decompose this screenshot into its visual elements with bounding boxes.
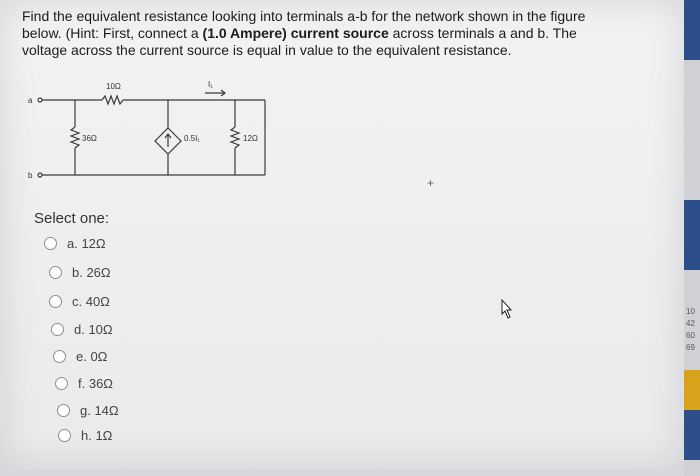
option-d[interactable]	[51, 318, 113, 340]
radio-icon[interactable]	[53, 350, 66, 363]
side-number: 69	[686, 343, 695, 352]
option-d-label: d. 10Ω	[74, 321, 113, 337]
side-strip-blue	[684, 0, 700, 60]
question-line-1: Find the equivalent resistance looking into terminals a-b for the network shown in the figure	[22, 8, 586, 24]
radio-icon[interactable]	[57, 404, 70, 417]
circuit-diagram	[0, 75, 300, 185]
option-e[interactable]	[53, 345, 107, 367]
side-numbers	[686, 306, 695, 354]
option-f[interactable]	[55, 372, 113, 394]
question-line-3: voltage across the current source is equal in value to the equivalent resistance.	[22, 42, 512, 58]
current-label: I₁	[208, 80, 213, 89]
option-a[interactable]	[44, 232, 106, 254]
option-g-label: g. 14Ω	[80, 402, 119, 418]
radio-icon[interactable]	[44, 237, 57, 250]
shunt-resistor-2	[231, 127, 239, 148]
option-c[interactable]	[49, 290, 110, 312]
radio-icon[interactable]	[55, 377, 68, 390]
side-number: 10	[686, 307, 695, 316]
shunt-resistor-2-label: 12Ω	[243, 134, 258, 143]
dependent-source-label: 0.5I₁	[184, 134, 201, 143]
terminal-b-node	[38, 173, 42, 177]
option-h-label: h. 1Ω	[81, 427, 113, 443]
radio-icon[interactable]	[49, 266, 62, 279]
select-one-label: Select one:	[34, 210, 110, 227]
series-resistor-label: 10Ω	[106, 82, 121, 91]
option-b-label: b. 26Ω	[72, 264, 111, 280]
option-g[interactable]	[57, 399, 119, 421]
option-c-label: c. 40Ω	[72, 293, 110, 309]
option-a-label: a. 12Ω	[67, 235, 106, 251]
question-line-2-start: below. (Hint: First, connect a	[22, 25, 203, 41]
side-number: 42	[686, 319, 695, 328]
side-strip-yellow	[684, 370, 700, 410]
shunt-resistor-1-label: 36Ω	[82, 134, 97, 143]
radio-icon[interactable]	[58, 429, 71, 442]
side-strip-blue-mid	[684, 200, 700, 270]
side-strip-blue-bottom	[684, 410, 700, 460]
side-panel-strip	[684, 0, 700, 476]
hint-bold: (1.0 Ampere) current source	[202, 25, 389, 41]
side-number: 60	[686, 331, 695, 340]
shunt-resistor-1	[71, 127, 79, 148]
crosshair-icon: +	[427, 176, 435, 190]
question-text	[22, 8, 682, 59]
option-h[interactable]	[58, 424, 112, 446]
option-b[interactable]	[49, 261, 111, 283]
question-line-2-end: across terminals a and b. The	[388, 25, 577, 41]
series-resistor	[102, 96, 123, 104]
option-f-label: f. 36Ω	[78, 375, 114, 391]
terminal-a-label: a	[28, 96, 33, 105]
mouse-cursor-icon	[498, 298, 514, 320]
radio-icon[interactable]	[49, 295, 62, 308]
question-line-2	[22, 25, 682, 42]
radio-icon[interactable]	[51, 323, 64, 336]
option-e-label: e. 0Ω	[76, 348, 108, 364]
terminal-a-node	[38, 98, 42, 102]
terminal-b-label: b	[28, 171, 33, 180]
